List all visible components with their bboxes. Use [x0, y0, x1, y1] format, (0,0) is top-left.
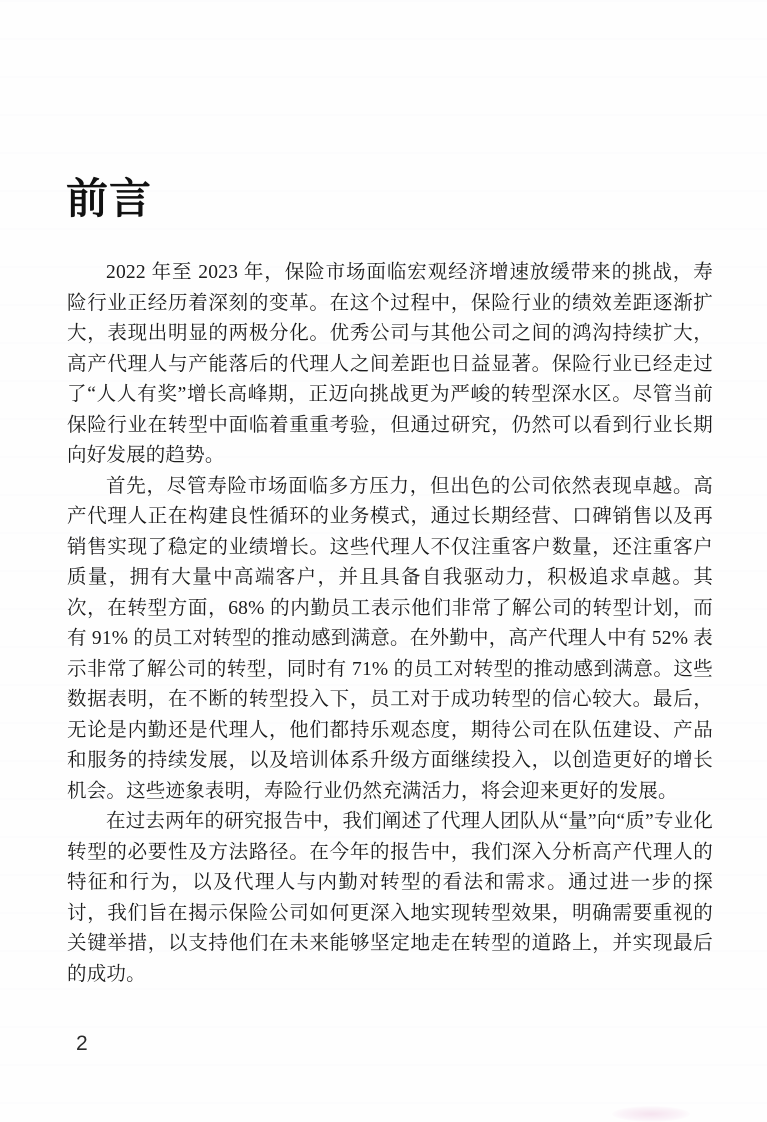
paragraph-findings: 首先，尽管寿险市场面临多方压力，但出色的公司依然表现卓越。高产代理人正在构建良性循环的业务模式，通过长期经营、口碑销售以及再销售实现了稳定的业绩增长。这些代理人不仅注重客户数量，还注重客户质量，拥有大量中高端客户，并且具备自我驱动力，积极追求卓越。其次，在转型方面，68% 的内勤员工表示他们非常了解公司的转型计划，而有 91% 的员工对转型的推动感到满意。在外勤中，高产代理人中有 52% 表示非常了解公司的转型，同时有 71% 的员工对转型的推动感到满意。这些数据表明，在不断的转型投入下，员工对于成功转型的信心较大。最后，无论是内勤还是代理人，他们都持乐观态度，期待公司在队伍建设、产品和服务的持续发展，以及培训体系升级方面继续投入，以创造更好的增长机会。这些迹象表明，寿险行业仍然充满活力，将会迎来更好的发展。 — [67, 475, 713, 802]
scan-artifact — [612, 1106, 690, 1122]
page-title: 前言 — [66, 175, 153, 222]
paragraph-intro: 2022 年至 2023 年，保险市场面临宏观经济增速放缓带来的挑战，寿险行业正经历着深刻的变革。在这个过程中，保险行业的绩效差距逐渐扩大，表现出明显的两极分化。优秀公司与其他公司之间的鸿沟持续扩大，高产代理人与产能落后的代理人之间差距也日益显著。保险行业已经走过了“人人有奖”增长高峰期，正迈向挑战更为严峻的转型深水区。尽管当前保险行业在转型中面临着重重考验，但通过研究，仍然可以看到行业长期向好发展的趋势。 — [67, 262, 713, 466]
page-number: 2 — [76, 1032, 88, 1055]
paragraph-report-scope: 在过去两年的研究报告中，我们阐述了代理人团队从“量”向“质”专业化转型的必要性及方法路径。在今年的报告中，我们深入分析高产代理人的特征和行为，以及代理人与内勤对转型的看法和需求。通过进一步的探讨，我们旨在揭示保险公司如何更深入地实现转型效果，明确需要重视的关键举措，以支持他们在未来能够坚定地走在转型的道路上，并实现最后的成功。 — [67, 811, 713, 985]
document-body — [67, 258, 713, 990]
